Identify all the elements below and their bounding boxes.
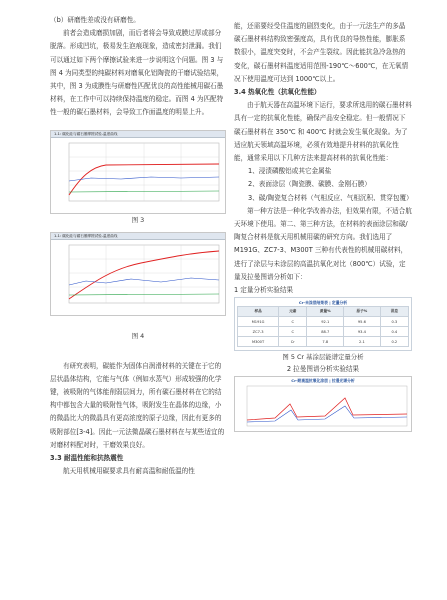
table-header-cell: 原子%	[344, 307, 381, 317]
left-column	[50, 0, 226, 478]
table-cell: 7.8	[307, 337, 344, 347]
left-paragraph-3: 航天用机械用碳要求具有耐高温和耐低温的性	[63, 467, 195, 476]
table-cell: Cr	[279, 337, 307, 347]
method-item-2: 2、表面涂层（陶瓷膜、碳膜、金刚石膜）	[248, 180, 371, 189]
figure-3-chart	[50, 130, 226, 214]
table-cell: ZC7-3	[238, 327, 279, 337]
table-header-row	[238, 307, 409, 317]
right-paragraph-3: 第一种方法是一种化学改善办法，但效果有限，不适合航天环境下使用。第二、第三种方法，在材料的表面涂层和碳/陶复合材料是航天用机械用碳的研究方向。我们选用了 M191G、ZC7-3、M300T 三种有代表性的机械用碳材料，进行了涂层与未涂层的高温抗氧化对比（800℃）试验，定量及拉曼图谱分析如下：	[234, 206, 412, 281]
right-paragraph-1: 能，还需要经受住温度的剧烈变化，由于一元法生产的多晶碳石墨材料结构致密强度高，具有优良的导热性能，膨胀系数很小，温度突变时，不会产生裂纹。因此能抗急冷急热的变化，碳石墨材料温度适用范围-190℃～600℃，在无氧情况下使用温度可达到 1000℃以上。	[234, 22, 409, 83]
table-header-cell: 元素	[279, 307, 307, 317]
table-cell: 93.4	[344, 327, 381, 337]
raman-chart	[234, 376, 412, 432]
figure-3-plot	[51, 137, 226, 213]
table-cell: C	[279, 317, 307, 327]
figure-5-table-title: Cr-未涂层结果表 | 定量分析	[298, 300, 348, 306]
table-row	[238, 317, 409, 327]
figure-5-table	[237, 306, 409, 347]
method-item-3: 3、碳/陶瓷复合材料（气相反应、气相沉积、贯穿包覆）	[248, 193, 413, 202]
figure-4-title: 1-1: 碳化硅与碳石墨摩擦试验-温度曲线	[54, 233, 118, 238]
table-cell: 0.4	[380, 327, 408, 337]
section-3-4-heading: 3.4 热氧化性（抗氧化性能）	[234, 88, 321, 97]
section-3-3-heading: 3.3 耐温性能和抗热震性	[50, 454, 124, 463]
figure-3-caption: 图 3	[131, 215, 145, 224]
figure-5-table-panel	[234, 297, 412, 351]
raman-plot	[235, 384, 412, 430]
quant-analysis-heading: 1 定量分析实验结果	[234, 286, 294, 295]
left-paragraph-1: 前者会造成磨损加剧，而后者将会导致成膜过厚或部分脱落。形成凹坑，极易发生泡痕现象，造成密封泄漏。我们可以通过如下两个摩擦试验来进一步说明这个问题。图 3 与图 4 为同类型的纯碳材料对磨氧化铝陶瓷的干磨试验结果，其中，图 3 为成膜性与研磨性匹配优良的高性能械用碳石墨材料，在工作中可以持续保持温度的稳定。而图 4 为匹配特性一般的碳石墨材料，会导致工作面温度的明显上升。	[50, 29, 224, 117]
table-header-cell: 质量%	[307, 307, 344, 317]
table-cell: 88.7	[307, 327, 344, 337]
raman-analysis-heading: 2 拉曼图谱分析实验结果	[286, 365, 360, 374]
method-item-1: 1、浸渍磷酸铝或其它金属盐	[248, 167, 332, 176]
figure-4-plot	[51, 239, 226, 315]
left-paragraph-2: 有研究表明，碳能作为固体自润滑材料的关键在于它的层状晶体结构，它能与气体（例如水蒸气）形成较强的化学键，被吸附的气体能削弱层间力，所有碳石墨材料在它的结构中都包含大量的吸附性气体，吸附发生在晶体的边缘，小的微晶比大的微晶具有更高浓度的原子边缘，因此有更多的吸附部位[3-4]。因此一元法微晶碳石墨材料在与某些适宜的对磨材料配对时，干磨效果良好。	[50, 361, 225, 449]
table-header-cell: 误差	[380, 307, 408, 317]
table-cell: 0.3	[380, 317, 408, 327]
figure-5-caption: 图 5 Cr 基涂层能谱定量分析	[282, 353, 364, 362]
figure-3-title: 1-1: 碳化硅与碳石墨摩擦试验-温度曲线	[54, 131, 118, 136]
table-header-cell: 样品	[238, 307, 279, 317]
figure-4-chart	[50, 232, 226, 316]
right-paragraph-2: 由于航天器在高温环境下运行，要求所选用的碳石墨材料具有一定的抗氧化性能，确保产品安全稳定。但一般情况下碳石墨材料在 350℃ 和 400℃ 时就会发生氧化现象。为了适应航天领域高温环境，必须有效地提升材料的抗氧化性能，通常采用以下几种方法来提高材料的抗氧化性能：	[234, 101, 412, 163]
table-cell: C	[279, 327, 307, 337]
right-column	[234, 0, 412, 432]
table-cell: M191G	[238, 317, 279, 327]
table-body	[238, 317, 409, 347]
table-row	[238, 337, 409, 347]
figure-4-caption: 图 4	[131, 331, 145, 340]
table-cell: 92.1	[307, 317, 344, 327]
table-cell: 0.2	[380, 337, 408, 347]
raman-chart-title: Cr-耐高温抗氧化涂层 | 拉曼光谱分析	[291, 378, 355, 384]
table-cell: 2.1	[344, 337, 381, 347]
table-cell: 95.6	[344, 317, 381, 327]
table-cell: M300T	[238, 337, 279, 347]
table-row	[238, 327, 409, 337]
left-line-1: （b）研磨性差或没有研磨性。	[50, 16, 140, 24]
